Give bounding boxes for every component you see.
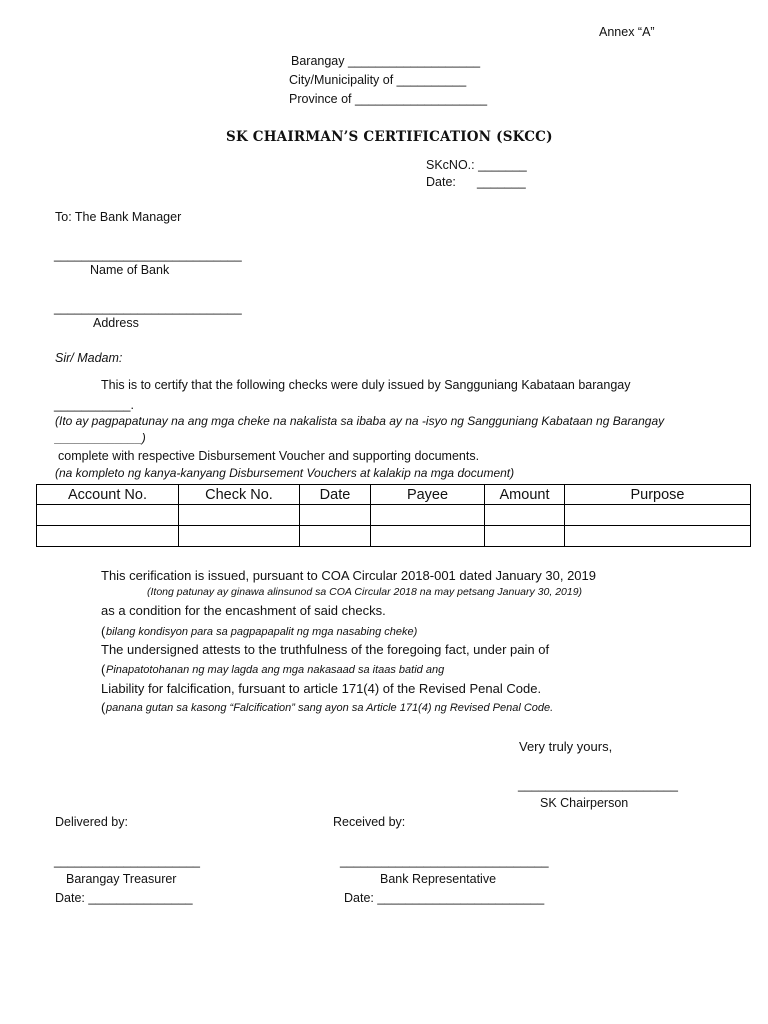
- barangay-blank-translation: _____________): [55, 431, 146, 445]
- cert-line-1: This cerification is issued, pursuant to COA Circular 2018-001 dated January 30, 2019: [101, 568, 596, 583]
- treasurer-date: Date: _______________: [55, 891, 193, 905]
- checks-table: [36, 484, 751, 547]
- table-cell[interactable]: [37, 526, 179, 547]
- closing: Very truly yours,: [519, 739, 613, 754]
- representative-label: Bank Representative: [380, 872, 497, 886]
- col-amount: Amount: [485, 485, 565, 505]
- col-purpose: Purpose: [565, 485, 751, 505]
- signature-label: SK Chairperson: [540, 796, 629, 810]
- date-label: Date:: [426, 175, 456, 189]
- treasurer-label: Barangay Treasurer: [66, 872, 177, 886]
- skc-number: SKcNO.: _______: [426, 158, 527, 172]
- representative-date: Date: ________________________: [344, 891, 545, 905]
- cert-line-3: The undersigned attests to the truthfulness of the foregoing fact, under pain of: [101, 642, 550, 657]
- table-cell[interactable]: [565, 526, 751, 547]
- annex-label: Annex “A”: [599, 25, 655, 39]
- col-account-no: Account No.: [37, 485, 179, 505]
- cert-line-4-paren: (: [101, 700, 106, 715]
- representative-signature-line: ______________________________: [340, 854, 549, 868]
- table-cell[interactable]: [37, 505, 179, 526]
- barangay-line: Barangay ___________________: [291, 54, 481, 68]
- table-cell[interactable]: [300, 526, 371, 547]
- cert-line-3-translation: Pinapatotohanan ng may lagda ang mga nakasaad sa itaas batid ang: [106, 664, 445, 676]
- certify-paragraph: This is to certify that the following checks were duly issued by Sangguniang Kabataan barangay: [101, 378, 631, 392]
- table-cell[interactable]: [179, 526, 300, 547]
- treasurer-signature-line: _____________________: [54, 854, 200, 868]
- address-label: Address: [93, 316, 139, 330]
- table-cell[interactable]: [371, 526, 485, 547]
- table-row: [37, 505, 751, 526]
- complete-translation: (na kompleto ng kanya-kanyang Disbursement Vouchers at kalakip na mga document): [55, 466, 515, 480]
- cert-line-2-paren: (: [101, 624, 106, 639]
- bank-name-line: ___________________________: [54, 248, 242, 262]
- cert-line-2: as a condition for the encashment of said checks.: [101, 603, 386, 618]
- table-header-row: [37, 485, 751, 505]
- province-line: Province of ___________________: [289, 92, 488, 106]
- signature-line: _______________________: [518, 778, 678, 792]
- col-check-no: Check No.: [179, 485, 300, 505]
- table-cell[interactable]: [485, 526, 565, 547]
- table-cell[interactable]: [371, 505, 485, 526]
- cert-line-1-translation: (Itong patunay ay ginawa alinsunod sa COA Circular 2018 na may petsang January 30, 2019): [147, 586, 583, 598]
- table-cell[interactable]: [485, 505, 565, 526]
- table-row: [37, 526, 751, 547]
- received-by-label: Received by:: [333, 815, 406, 829]
- col-date: Date: [300, 485, 371, 505]
- city-line: City/Municipality of __________: [289, 73, 467, 87]
- col-payee: Payee: [371, 485, 485, 505]
- addressee: To: The Bank Manager: [55, 210, 182, 224]
- cert-line-4-translation: panana gutan sa kasong “Falcification” sang ayon sa Article 171(4) ng Revised Penal Code.: [106, 702, 554, 714]
- delivered-by-label: Delivered by:: [55, 815, 128, 829]
- table-cell[interactable]: [565, 505, 751, 526]
- date-blank: _______: [477, 175, 526, 189]
- cert-line-3-paren: (: [101, 662, 106, 677]
- cert-line-4: Liability for falcification, fursuant to article 171(4) of the Revised Penal Code.: [101, 681, 542, 696]
- complete-line: complete with respective Disbursement Voucher and supporting documents.: [58, 449, 480, 463]
- address-line: ___________________________: [54, 301, 242, 315]
- table-cell[interactable]: [179, 505, 300, 526]
- certify-translation: (Ito ay pagpapatunay na ang mga cheke na nakalista sa ibaba ay na -isyo ng Sangguniang Kabataan ng Barangay: [55, 414, 665, 428]
- table-cell[interactable]: [300, 505, 371, 526]
- salutation: Sir/ Madam:: [55, 351, 123, 365]
- cert-line-2-translation: bilang kondisyon para sa pagpapapalit ng mga nasabing cheke): [106, 626, 418, 638]
- barangay-blank: ___________.: [54, 398, 134, 412]
- document-title: SK CHAIRMAN’S CERTIFICATION (SKCC): [226, 129, 553, 145]
- bank-name-label: Name of Bank: [90, 263, 170, 277]
